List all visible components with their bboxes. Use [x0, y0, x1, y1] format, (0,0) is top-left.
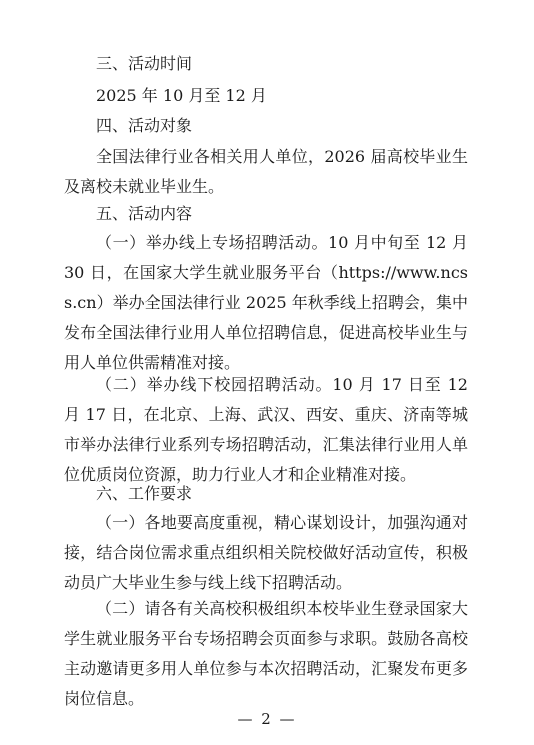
- section-heading-activity-target: 四、活动对象: [96, 116, 193, 135]
- activity-target-paragraph: 全国法律行业各相关用人单位，2026 届高校毕业生及离校未就业毕业生。: [64, 147, 468, 196]
- activity-content-item-2: （二）举办线下校园招聘活动。10 月 17 日至 12 月 17 日，在北京、上海、武汉、西安、重庆、济南等城市举办法律行业系列专场招聘活动，汇集法律行业用人单位优质岗位资源，助力行业人才和企业精准对接。: [64, 375, 468, 484]
- page-number: — 2 —: [237, 710, 297, 728]
- work-requirements-item-2: （二）请各有关高校积极组织本校毕业生登录国家大学生就业服务平台专场招聘会页面参与求职。鼓励各高校主动邀请更多用人单位参与本次招聘活动，汇聚发布更多岗位信息。: [64, 599, 468, 708]
- section-heading-activity-time: 三、活动时间: [96, 54, 193, 73]
- activity-content-item-1: （一）举办线上专场招聘活动。10 月中旬至 12 月 30 日，在国家大学生就业服务平台（https://www.ncss.cn）举办全国法律行业 2025 年秋季线上招聘会，集中发布全国法律行业用人单位招聘信息，促进高校毕业生与用人单位供需精准对接。: [64, 233, 468, 372]
- activity-time-text: 2025 年 10 月至 12 月: [96, 86, 267, 105]
- section-heading-activity-content: 五、活动内容: [96, 204, 193, 223]
- work-requirements-item-1: （一）各地要高度重视，精心谋划设计，加强沟通对接，结合岗位需求重点组织相关院校做好活动宣传，积极动员广大毕业生参与线上线下招聘活动。: [64, 513, 468, 592]
- section-heading-work-requirements: 六、工作要求: [96, 484, 193, 503]
